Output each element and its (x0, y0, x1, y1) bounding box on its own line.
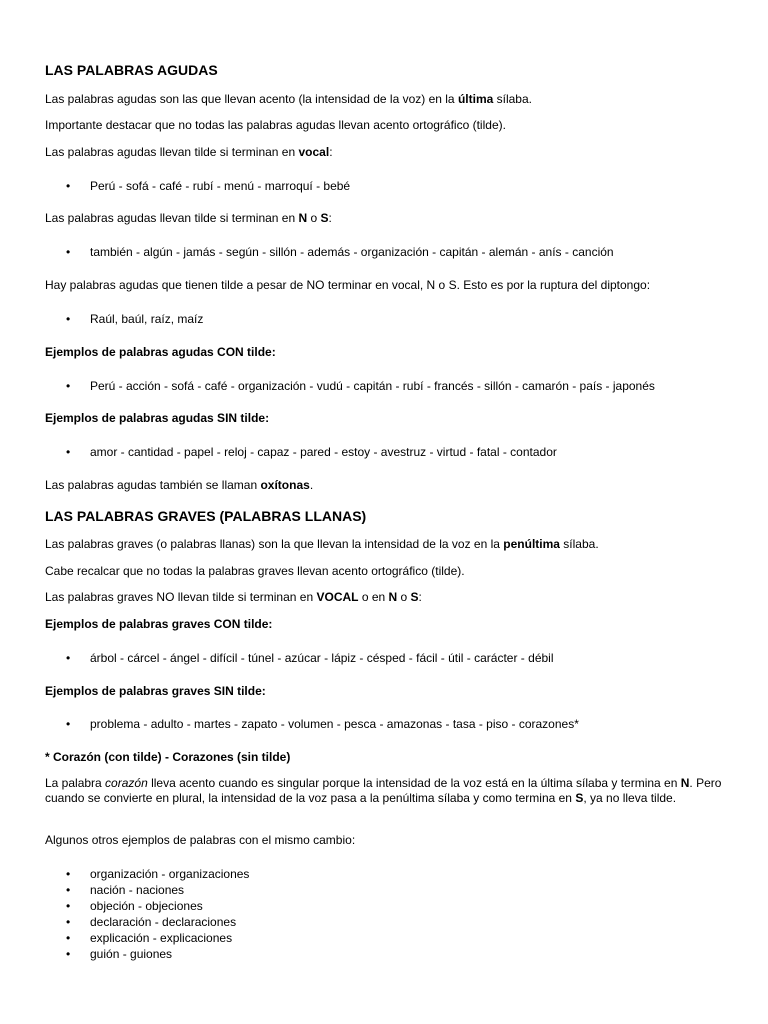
agudas-note: Importante destacar que no todas las palabras agudas llevan acento ortográfico (tilde). (45, 118, 506, 132)
agudas-rule-vocal: Las palabras agudas llevan tilde si terminan en vocal: (45, 145, 333, 159)
section-title-agudas: LAS PALABRAS AGUDAS (45, 62, 218, 78)
agudas-oxitonas: Las palabras agudas también se llaman oxítonas. (45, 478, 314, 492)
agudas-diptongo: Hay palabras agudas que tienen tilde a pesar de NO terminar en vocal, N o S. Esto es por la ruptura del diptongo: (45, 278, 651, 292)
agudas-rule-n-s: Las palabras agudas llevan tilde si terminan en N o S: (45, 211, 332, 225)
corazon-explanation: La palabra corazón lleva acento cuando es singular porque la intensidad de la voz está en la última sílaba y termina en N. Pero cuando se convierte en plural, la intensidad de la voz pasa a la penúltima sílaba y como termina en S, ya no lleva tilde. (45, 776, 722, 805)
agudas-con-heading: Ejemplos de palabras agudas CON tilde: (45, 345, 276, 359)
agudas-intro: Las palabras agudas son las que llevan acento (la intensidad de la voz) en la última sílaba. (45, 92, 532, 106)
graves-note: Cabe recalcar que no todas la palabras graves llevan acento ortográfico (tilde). (45, 564, 465, 578)
graves-intro: Las palabras graves (o palabras llanas) son la que llevan la intensidad de la voz en la penúltima sílaba. (45, 537, 599, 551)
graves-con-heading: Ejemplos de palabras graves CON tilde: (45, 617, 273, 631)
corazon-note-heading: * Corazón (con tilde) - Corazones (sin tilde) (45, 750, 291, 764)
graves-rule: Las palabras graves NO llevan tilde si terminan en VOCAL o en N o S: (45, 590, 422, 604)
otros-ejemplos-intro: Algunos otros ejemplos de palabras con el mismo cambio: (45, 833, 356, 847)
agudas-sin-heading: Ejemplos de palabras agudas SIN tilde: (45, 411, 270, 425)
section-title-graves: LAS PALABRAS GRAVES (PALABRAS LLANAS) (45, 508, 367, 524)
graves-sin-heading: Ejemplos de palabras graves SIN tilde: (45, 684, 266, 698)
